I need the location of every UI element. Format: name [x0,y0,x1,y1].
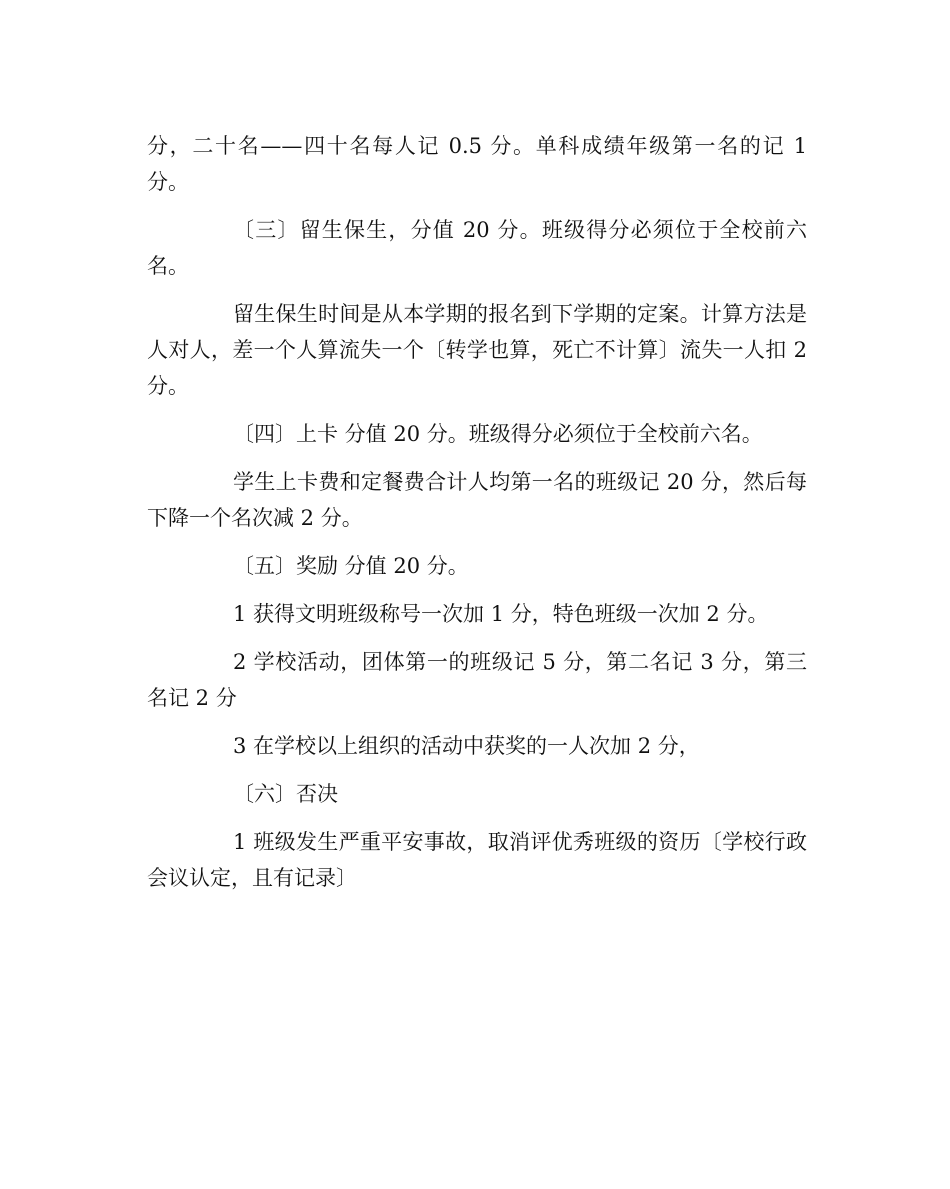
paragraph-reward-item-3: 3 在学校以上组织的活动中获奖的一人次加 2 分， [233,734,700,758]
paragraph-retention-rules: 留生保生时间是从本学期的报名到下学期的定案。计算方法是人对人，差一个人算流失一个〔转学也算，死亡不计算〕流失一人扣 2 分。 [147,302,807,398]
paragraph-reward-item-1: 1 获得文明班级称号一次加 1 分，特色班级一次加 2 分。 [233,602,769,626]
document-body [147,128,807,908]
paragraph-card-fee-rules: 学生上卡费和定餐费合计人均第一名的班级记 20 分，然后每下降一个名次减 2 分。 [147,470,807,530]
paragraph-section-six-heading: 〔六〕否决 [233,782,338,806]
paragraph-section-four-heading: 〔四〕上卡 分值 20 分。班级得分必须位于全校前六名。 [233,422,763,446]
paragraph-section-three-heading: 〔三〕留生保生，分值 20 分。班级得分必须位于全校前六名。 [147,218,807,278]
paragraph-reward-item-2: 2 学校活动，团体第一的班级记 5 分，第二名记 3 分，第三名记 2 分 [147,650,807,710]
paragraph-continued-scoring: 分，二十名——四十名每人记 0.5 分。单科成绩年级第一名的记 1 分。 [147,134,807,194]
paragraph-veto-item-1: 1 班级发生严重平安事故，取消评优秀班级的资历〔学校行政会议认定，且有记录〕 [147,830,807,890]
paragraph-section-five-heading: 〔五〕奖励 分值 20 分。 [233,554,469,578]
